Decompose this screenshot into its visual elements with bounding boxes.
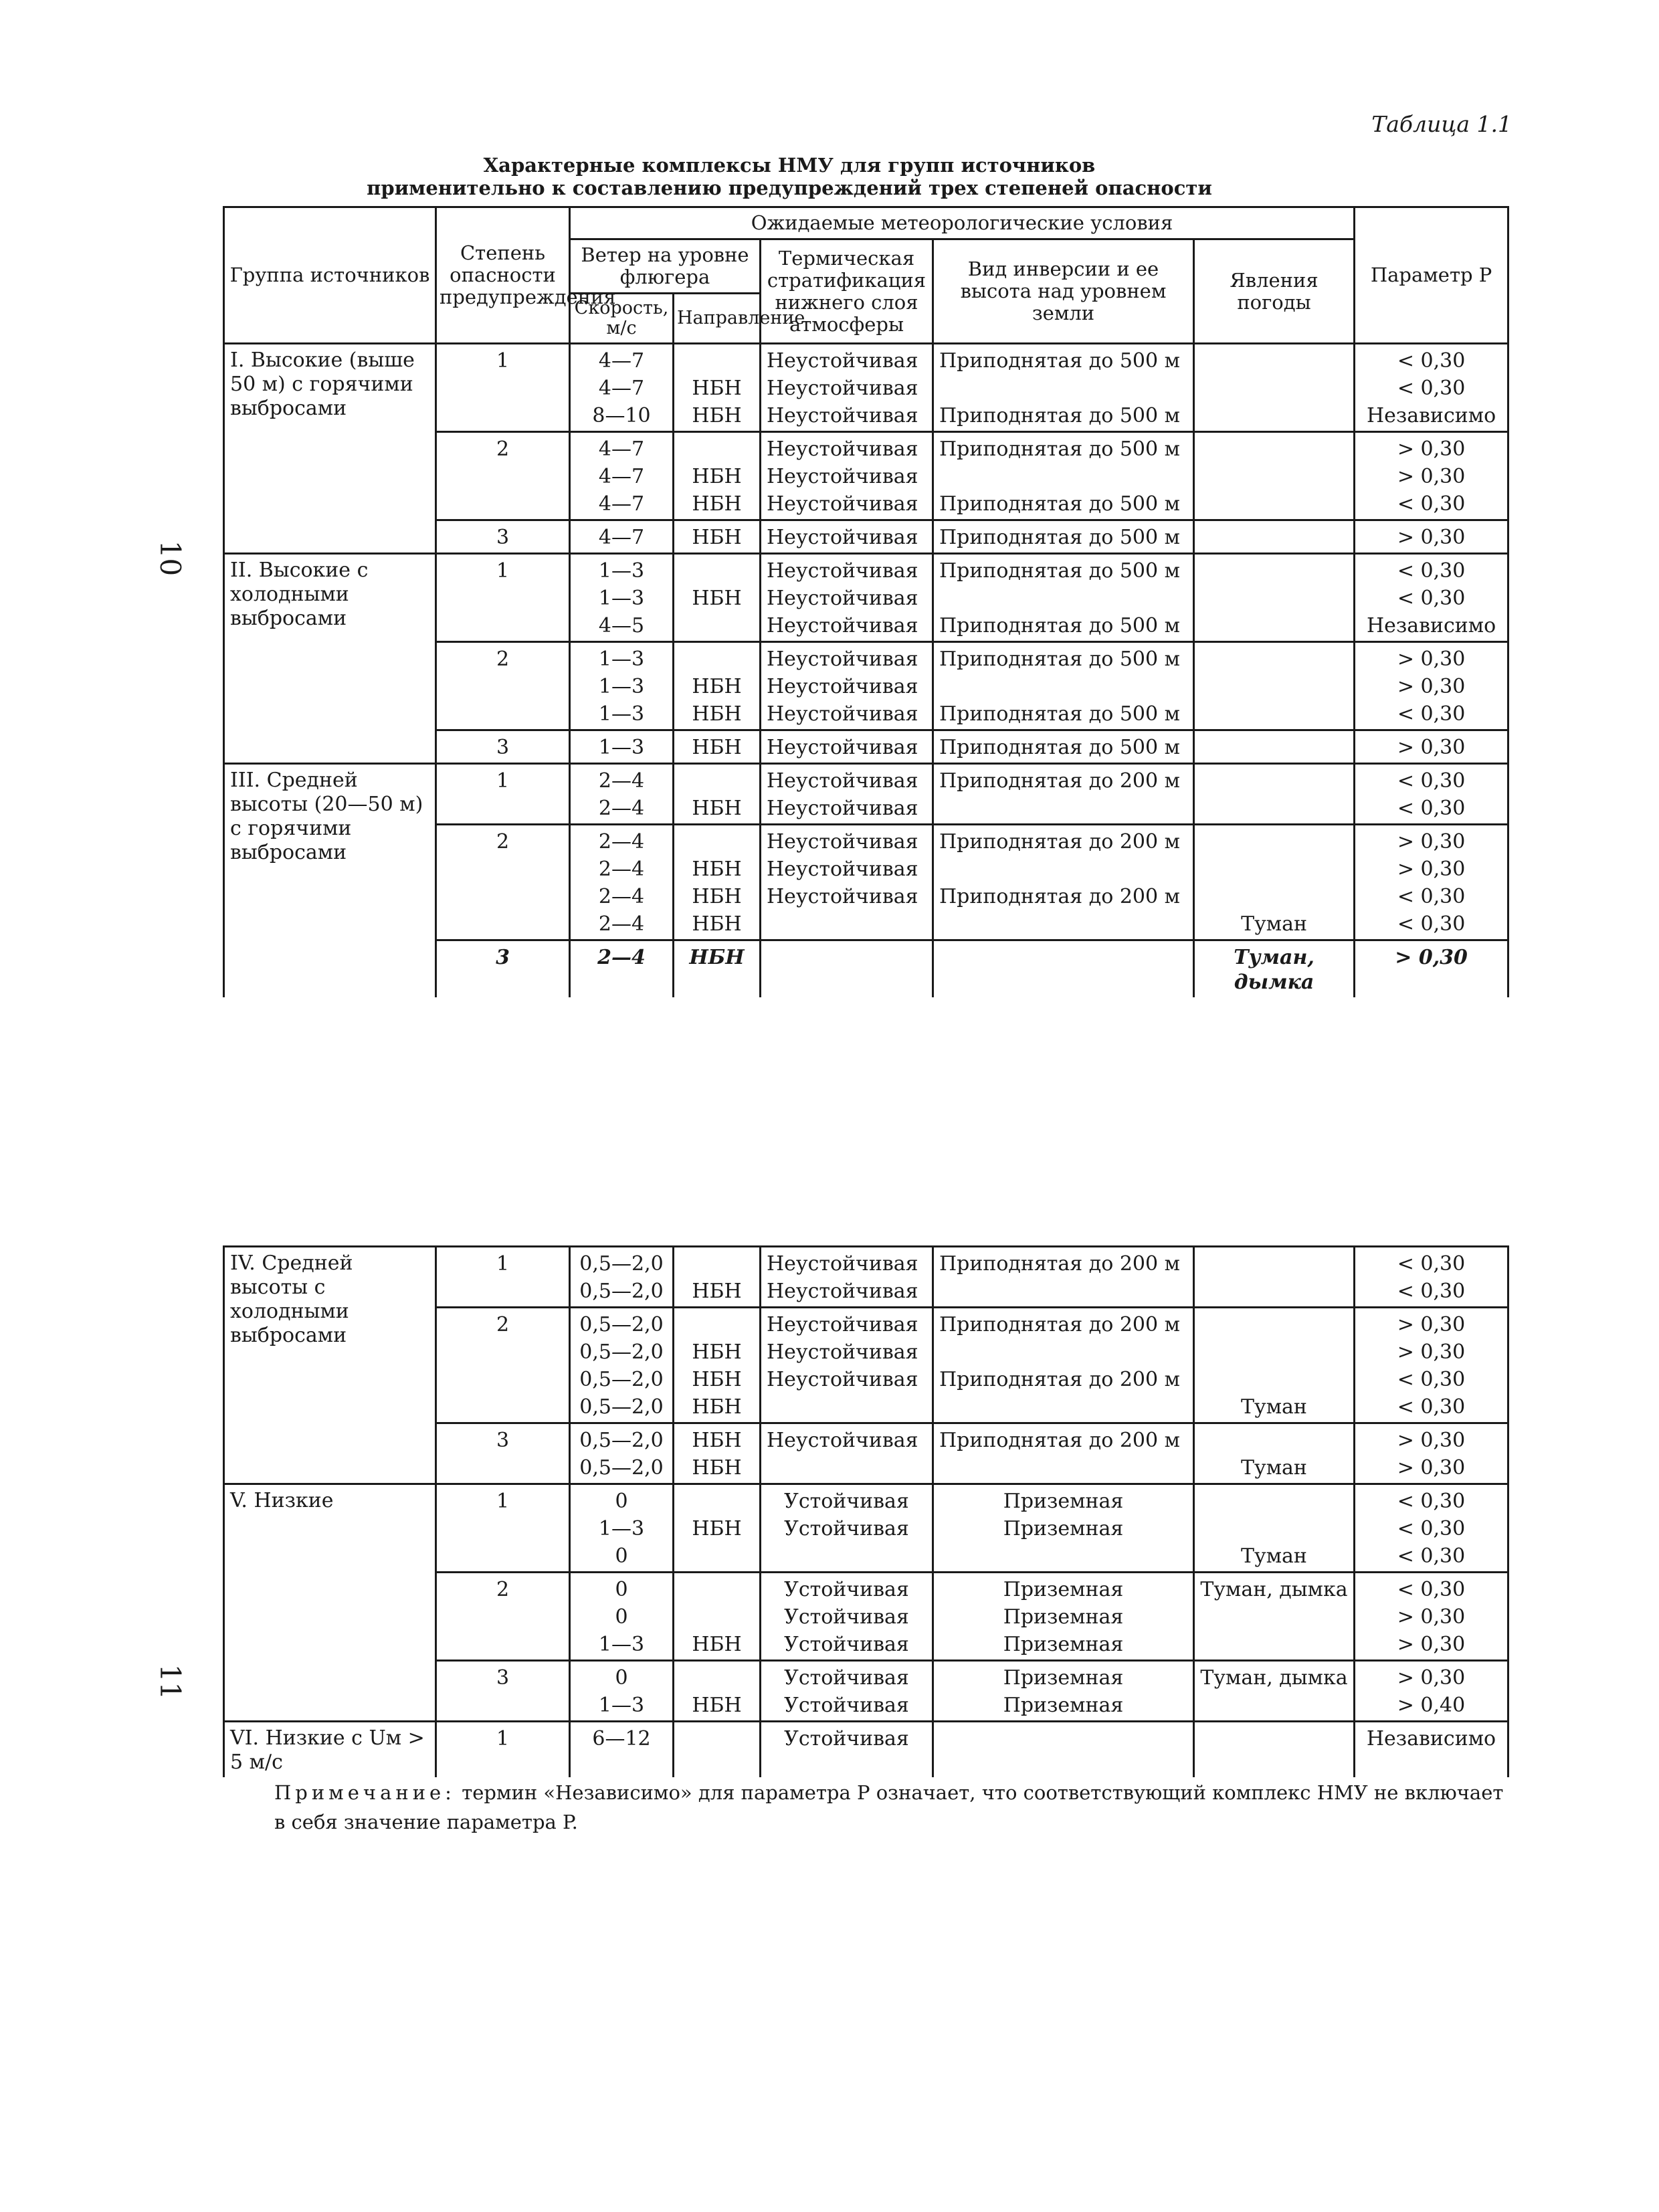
degree-cell: 1 bbox=[436, 1722, 570, 1778]
inversion-cell bbox=[933, 1455, 1194, 1484]
inversion-cell: Приподнятая до 500 м bbox=[933, 432, 1194, 465]
direction-cell bbox=[674, 764, 761, 797]
stratification-cell: Устойчивая bbox=[761, 1573, 933, 1605]
inversion-cell bbox=[933, 1722, 1194, 1778]
weather-cell bbox=[1194, 764, 1355, 797]
stratification-cell: Неустойчивая bbox=[761, 764, 933, 797]
stratification-cell: Неустойчивая bbox=[761, 1423, 933, 1456]
weather-cell bbox=[1194, 613, 1355, 642]
speed-cell: 1—3 bbox=[570, 702, 674, 730]
parameter-p-cell: < 0,30 bbox=[1355, 764, 1508, 797]
parameter-p-cell: < 0,30 bbox=[1355, 1516, 1508, 1544]
stratification-cell: Неустойчивая bbox=[761, 586, 933, 613]
speed-cell: 4—7 bbox=[570, 464, 674, 492]
parameter-p-cell: < 0,30 bbox=[1355, 554, 1508, 587]
inversion-cell bbox=[933, 376, 1194, 403]
parameter-p-cell: > 0,30 bbox=[1355, 464, 1508, 492]
stratification-cell: Устойчивая bbox=[761, 1693, 933, 1722]
header-wind: Ветер на уровне флюгера bbox=[570, 239, 761, 294]
direction-cell: НБН bbox=[674, 702, 761, 730]
inversion-cell: Приподнятая до 500 м bbox=[933, 403, 1194, 432]
parameter-p-cell: < 0,30 bbox=[1355, 912, 1508, 940]
speed-cell: 1—3 bbox=[570, 730, 674, 764]
stratification-cell: Неустойчивая bbox=[761, 825, 933, 858]
direction-cell: НБН bbox=[674, 1367, 761, 1395]
parameter-p-cell: > 0,30 bbox=[1355, 1308, 1508, 1340]
inversion-cell: Приподнятая до 500 м bbox=[933, 730, 1194, 764]
header-degree: Степень опасности предупреждения bbox=[436, 207, 570, 344]
speed-cell: 2—4 bbox=[570, 825, 674, 858]
weather-cell bbox=[1194, 1279, 1355, 1308]
speed-cell: 4—7 bbox=[570, 432, 674, 465]
parameter-p-cell: > 0,30 bbox=[1355, 642, 1508, 675]
weather-cell bbox=[1194, 642, 1355, 675]
stratification-cell: Неустойчивая bbox=[761, 403, 933, 432]
stratification-cell: Неустойчивая bbox=[761, 464, 933, 492]
group-name-cell: I. Высокие (выше 50 м) с горячими выбросами bbox=[224, 344, 436, 554]
degree-cell: 1 bbox=[436, 1247, 570, 1308]
speed-cell: 1—3 bbox=[570, 586, 674, 613]
direction-cell bbox=[674, 1661, 761, 1694]
stratification-cell: Неустойчивая bbox=[761, 702, 933, 730]
direction-cell bbox=[674, 825, 761, 858]
weather-cell bbox=[1194, 464, 1355, 492]
direction-cell: НБН bbox=[674, 674, 761, 702]
weather-cell bbox=[1194, 1247, 1355, 1280]
stratification-cell bbox=[761, 1395, 933, 1423]
inversion-cell bbox=[933, 1340, 1194, 1367]
group-name-cell: IV. Средней высоты с холодными выбросами bbox=[224, 1247, 436, 1484]
direction-cell bbox=[674, 1308, 761, 1340]
header-parameter-p: Параметр P bbox=[1355, 207, 1508, 344]
stratification-cell: Неустойчивая bbox=[761, 674, 933, 702]
weather-cell bbox=[1194, 730, 1355, 764]
inversion-cell: Приподнятая до 200 м bbox=[933, 1247, 1194, 1280]
weather-cell: Туман bbox=[1194, 912, 1355, 940]
inversion-cell bbox=[933, 940, 1194, 998]
speed-cell: 1—3 bbox=[570, 674, 674, 702]
footnote-label: Примечание: bbox=[274, 1781, 456, 1804]
inversion-cell: Приземная bbox=[933, 1484, 1194, 1517]
stratification-cell: Неустойчивая bbox=[761, 613, 933, 642]
inversion-cell bbox=[933, 464, 1194, 492]
weather-cell bbox=[1194, 586, 1355, 613]
direction-cell bbox=[674, 1544, 761, 1573]
stratification-cell: Неустойчивая bbox=[761, 884, 933, 912]
stratification-cell: Неустойчивая bbox=[761, 520, 933, 554]
direction-cell bbox=[674, 1722, 761, 1778]
header-inversion: Вид инверсии и ее высота над уровнем земли bbox=[933, 239, 1194, 344]
direction-cell: НБН bbox=[674, 884, 761, 912]
inversion-cell: Приподнятая до 200 м bbox=[933, 884, 1194, 912]
inversion-cell: Приземная bbox=[933, 1693, 1194, 1722]
inversion-cell: Приподнятая до 200 м bbox=[933, 1308, 1194, 1340]
parameter-p-cell: < 0,30 bbox=[1355, 586, 1508, 613]
parameter-p-cell: < 0,30 bbox=[1355, 344, 1508, 377]
stratification-cell bbox=[761, 1455, 933, 1484]
weather-cell bbox=[1194, 857, 1355, 884]
table-number: Таблица 1.1 bbox=[1371, 111, 1512, 137]
speed-cell: 1—3 bbox=[570, 1516, 674, 1544]
parameter-p-cell: Независимо bbox=[1355, 613, 1508, 642]
weather-cell bbox=[1194, 520, 1355, 554]
stratification-cell: Неустойчивая bbox=[761, 344, 933, 377]
weather-cell: Туман, дымка bbox=[1194, 1661, 1355, 1694]
page-number-left: 10 bbox=[154, 540, 187, 577]
direction-cell bbox=[674, 1484, 761, 1517]
direction-cell bbox=[674, 344, 761, 377]
speed-cell: 4—7 bbox=[570, 492, 674, 520]
speed-cell: 0 bbox=[570, 1484, 674, 1517]
weather-cell bbox=[1194, 344, 1355, 377]
inversion-cell: Приземная bbox=[933, 1632, 1194, 1661]
weather-cell bbox=[1194, 674, 1355, 702]
inversion-cell: Приподнятая до 200 м bbox=[933, 825, 1194, 858]
weather-cell: Туман, дымка bbox=[1194, 1573, 1355, 1605]
weather-cell bbox=[1194, 702, 1355, 730]
inversion-cell bbox=[933, 857, 1194, 884]
speed-cell: 2—4 bbox=[570, 796, 674, 825]
header-thermal-stratification: Термическая стратификация нижнего слоя атмосферы bbox=[761, 239, 933, 344]
parameter-p-cell: < 0,30 bbox=[1355, 1247, 1508, 1280]
parameter-p-cell: > 0,30 bbox=[1355, 940, 1508, 998]
stratification-cell: Неустойчивая bbox=[761, 1279, 933, 1308]
speed-cell: 0,5—2,0 bbox=[570, 1455, 674, 1484]
stratification-cell: Устойчивая bbox=[761, 1484, 933, 1517]
header-group: Группа источников bbox=[224, 207, 436, 344]
table-title bbox=[221, 154, 1358, 199]
speed-cell: 2—4 bbox=[570, 912, 674, 940]
parameter-p-cell: < 0,30 bbox=[1355, 796, 1508, 825]
degree-cell: 2 bbox=[436, 825, 570, 940]
inversion-cell: Приподнятая до 500 м bbox=[933, 702, 1194, 730]
stratification-cell: Неустойчивая bbox=[761, 1247, 933, 1280]
speed-cell: 6—12 bbox=[570, 1722, 674, 1778]
parameter-p-cell: > 0,30 bbox=[1355, 825, 1508, 858]
weather-cell bbox=[1194, 825, 1355, 858]
parameter-p-cell: < 0,30 bbox=[1355, 1484, 1508, 1517]
speed-cell: 2—4 bbox=[570, 764, 674, 797]
speed-cell: 0,5—2,0 bbox=[570, 1308, 674, 1340]
direction-cell bbox=[674, 613, 761, 642]
inversion-cell bbox=[933, 1544, 1194, 1573]
speed-cell: 0,5—2,0 bbox=[570, 1423, 674, 1456]
inversion-cell: Приземная bbox=[933, 1605, 1194, 1632]
weather-cell bbox=[1194, 432, 1355, 465]
direction-cell: НБН bbox=[674, 1693, 761, 1722]
parameter-p-cell: < 0,30 bbox=[1355, 884, 1508, 912]
speed-cell: 1—3 bbox=[570, 1693, 674, 1722]
stratification-cell: Устойчивая bbox=[761, 1661, 933, 1694]
parameter-p-cell: < 0,30 bbox=[1355, 1544, 1508, 1573]
header-expected-conditions: Ожидаемые метеорологические условия bbox=[570, 207, 1355, 239]
degree-cell: 2 bbox=[436, 432, 570, 520]
speed-cell: 4—7 bbox=[570, 344, 674, 377]
direction-cell: НБН bbox=[674, 520, 761, 554]
inversion-cell: Приподнятая до 500 м bbox=[933, 554, 1194, 587]
parameter-p-cell: > 0,30 bbox=[1355, 730, 1508, 764]
stratification-cell bbox=[761, 940, 933, 998]
table-row bbox=[224, 1722, 1508, 1778]
parameter-p-cell: Независимо bbox=[1355, 1722, 1508, 1778]
parameter-p-cell: > 0,30 bbox=[1355, 1423, 1508, 1456]
weather-cell bbox=[1194, 1722, 1355, 1778]
direction-cell: НБН bbox=[674, 857, 761, 884]
inversion-cell: Приподнятая до 500 м bbox=[933, 613, 1194, 642]
speed-cell: 2—4 bbox=[570, 857, 674, 884]
speed-cell: 0,5—2,0 bbox=[570, 1340, 674, 1367]
parameter-p-cell: Независимо bbox=[1355, 403, 1508, 432]
weather-cell bbox=[1194, 1484, 1355, 1517]
table-body-part-1 bbox=[224, 344, 1508, 998]
inversion-cell: Приподнятая до 500 м bbox=[933, 492, 1194, 520]
weather-cell bbox=[1194, 376, 1355, 403]
degree-cell: 3 bbox=[436, 1661, 570, 1722]
header-weather: Явления погоды bbox=[1194, 239, 1355, 344]
degree-cell: 3 bbox=[436, 1423, 570, 1484]
inversion-cell: Приподнятая до 200 м bbox=[933, 1423, 1194, 1456]
inversion-cell bbox=[933, 586, 1194, 613]
direction-cell: НБН bbox=[674, 403, 761, 432]
degree-cell: 2 bbox=[436, 642, 570, 730]
weather-cell bbox=[1194, 1605, 1355, 1632]
stratification-cell: Неустойчивая bbox=[761, 642, 933, 675]
speed-cell: 0,5—2,0 bbox=[570, 1395, 674, 1423]
nmu-table-part-2 bbox=[223, 1245, 1509, 1777]
table-row bbox=[224, 764, 1508, 797]
parameter-p-cell: < 0,30 bbox=[1355, 376, 1508, 403]
parameter-p-cell: < 0,30 bbox=[1355, 1395, 1508, 1423]
stratification-cell: Устойчивая bbox=[761, 1632, 933, 1661]
direction-cell bbox=[674, 1573, 761, 1605]
title-line-2: применительно к составлению предупреждений трех степеней опасности bbox=[367, 177, 1212, 199]
parameter-p-cell: > 0,30 bbox=[1355, 1455, 1508, 1484]
inversion-cell bbox=[933, 1279, 1194, 1308]
speed-cell: 4—7 bbox=[570, 520, 674, 554]
direction-cell: НБН bbox=[674, 940, 761, 998]
footnote-text: термин «Независимо» для параметра P означает, что соответствующий комплекс НМУ не включает в себя значение параметра P. bbox=[274, 1781, 1504, 1833]
parameter-p-cell: > 0,30 bbox=[1355, 857, 1508, 884]
inversion-cell: Приземная bbox=[933, 1516, 1194, 1544]
direction-cell: НБН bbox=[674, 376, 761, 403]
direction-cell: НБН bbox=[674, 492, 761, 520]
direction-cell: НБН bbox=[674, 1340, 761, 1367]
weather-cell bbox=[1194, 1308, 1355, 1340]
direction-cell: НБН bbox=[674, 586, 761, 613]
stratification-cell: Неустойчивая bbox=[761, 1308, 933, 1340]
direction-cell bbox=[674, 642, 761, 675]
weather-cell bbox=[1194, 1632, 1355, 1661]
degree-cell: 1 bbox=[436, 554, 570, 642]
inversion-cell bbox=[933, 1395, 1194, 1423]
stratification-cell: Устойчивая bbox=[761, 1722, 933, 1778]
table-row bbox=[224, 1484, 1508, 1517]
weather-cell bbox=[1194, 796, 1355, 825]
group-name-cell: VI. Низкие с Uм > 5 м/с bbox=[224, 1722, 436, 1778]
stratification-cell: Неустойчивая bbox=[761, 432, 933, 465]
weather-cell bbox=[1194, 884, 1355, 912]
parameter-p-cell: > 0,30 bbox=[1355, 1340, 1508, 1367]
stratification-cell bbox=[761, 1544, 933, 1573]
parameter-p-cell: < 0,30 bbox=[1355, 492, 1508, 520]
header-speed: Скорость, м/с bbox=[570, 294, 674, 344]
direction-cell: НБН bbox=[674, 1395, 761, 1423]
stratification-cell: Неустойчивая bbox=[761, 857, 933, 884]
parameter-p-cell: < 0,30 bbox=[1355, 702, 1508, 730]
weather-cell: Туман bbox=[1194, 1455, 1355, 1484]
speed-cell: 4—5 bbox=[570, 613, 674, 642]
speed-cell: 1—3 bbox=[570, 642, 674, 675]
stratification-cell: Устойчивая bbox=[761, 1605, 933, 1632]
speed-cell: 0 bbox=[570, 1605, 674, 1632]
degree-cell: 3 bbox=[436, 940, 570, 998]
parameter-p-cell: > 0,30 bbox=[1355, 432, 1508, 465]
parameter-p-cell: < 0,30 bbox=[1355, 1367, 1508, 1395]
inversion-cell bbox=[933, 912, 1194, 940]
table-row bbox=[224, 554, 1508, 587]
speed-cell: 0,5—2,0 bbox=[570, 1247, 674, 1280]
direction-cell: НБН bbox=[674, 730, 761, 764]
footnote bbox=[274, 1778, 1505, 1837]
weather-cell: Туман, дымка bbox=[1194, 940, 1355, 998]
parameter-p-cell: > 0,40 bbox=[1355, 1693, 1508, 1722]
speed-cell: 1—3 bbox=[570, 554, 674, 587]
weather-cell bbox=[1194, 554, 1355, 587]
direction-cell bbox=[674, 1605, 761, 1632]
speed-cell: 0 bbox=[570, 1544, 674, 1573]
group-name-cell: II. Высокие с холодными выбросами bbox=[224, 554, 436, 764]
inversion-cell: Приподнятая до 200 м bbox=[933, 764, 1194, 797]
direction-cell: НБН bbox=[674, 796, 761, 825]
degree-cell: 3 bbox=[436, 730, 570, 764]
speed-cell: 8—10 bbox=[570, 403, 674, 432]
weather-cell bbox=[1194, 1693, 1355, 1722]
direction-cell bbox=[674, 554, 761, 587]
inversion-cell: Приподнятая до 500 м bbox=[933, 520, 1194, 554]
table-row bbox=[224, 344, 1508, 377]
direction-cell bbox=[674, 1247, 761, 1280]
page-number-right: 11 bbox=[154, 1664, 187, 1700]
inversion-cell: Приподнятая до 200 м bbox=[933, 1367, 1194, 1395]
direction-cell: НБН bbox=[674, 1455, 761, 1484]
stratification-cell: Неустойчивая bbox=[761, 492, 933, 520]
inversion-cell bbox=[933, 674, 1194, 702]
weather-cell: Туман bbox=[1194, 1544, 1355, 1573]
stratification-cell: Неустойчивая bbox=[761, 1367, 933, 1395]
direction-cell bbox=[674, 432, 761, 465]
direction-cell: НБН bbox=[674, 1516, 761, 1544]
group-name-cell: III. Средней высоты (20—50 м) с горячими выбросами bbox=[224, 764, 436, 998]
title-line-1: Характерные комплексы НМУ для групп источников bbox=[483, 154, 1096, 177]
header-direction: Направление bbox=[674, 294, 761, 344]
weather-cell: Туман bbox=[1194, 1395, 1355, 1423]
parameter-p-cell: > 0,30 bbox=[1355, 1605, 1508, 1632]
speed-cell: 0,5—2,0 bbox=[570, 1367, 674, 1395]
direction-cell: НБН bbox=[674, 464, 761, 492]
degree-cell: 1 bbox=[436, 764, 570, 825]
speed-cell: 0 bbox=[570, 1661, 674, 1694]
weather-cell bbox=[1194, 1423, 1355, 1456]
weather-cell bbox=[1194, 492, 1355, 520]
speed-cell: 0 bbox=[570, 1573, 674, 1605]
parameter-p-cell: > 0,30 bbox=[1355, 520, 1508, 554]
stratification-cell: Неустойчивая bbox=[761, 554, 933, 587]
inversion-cell: Приземная bbox=[933, 1661, 1194, 1694]
direction-cell: НБН bbox=[674, 912, 761, 940]
degree-cell: 3 bbox=[436, 520, 570, 554]
weather-cell bbox=[1194, 1340, 1355, 1367]
inversion-cell: Приподнятая до 500 м bbox=[933, 344, 1194, 377]
speed-cell: 2—4 bbox=[570, 940, 674, 998]
parameter-p-cell: < 0,30 bbox=[1355, 1573, 1508, 1605]
parameter-p-cell: > 0,30 bbox=[1355, 1632, 1508, 1661]
degree-cell: 2 bbox=[436, 1308, 570, 1423]
inversion-cell: Приземная bbox=[933, 1573, 1194, 1605]
parameter-p-cell: > 0,30 bbox=[1355, 1661, 1508, 1694]
inversion-cell: Приподнятая до 500 м bbox=[933, 642, 1194, 675]
speed-cell: 0,5—2,0 bbox=[570, 1279, 674, 1308]
speed-cell: 4—7 bbox=[570, 376, 674, 403]
stratification-cell: Устойчивая bbox=[761, 1516, 933, 1544]
degree-cell: 1 bbox=[436, 344, 570, 432]
speed-cell: 1—3 bbox=[570, 1632, 674, 1661]
parameter-p-cell: > 0,30 bbox=[1355, 674, 1508, 702]
stratification-cell: Неустойчивая bbox=[761, 796, 933, 825]
direction-cell: НБН bbox=[674, 1279, 761, 1308]
direction-cell: НБН bbox=[674, 1423, 761, 1456]
stratification-cell bbox=[761, 912, 933, 940]
stratification-cell: Неустойчивая bbox=[761, 730, 933, 764]
direction-cell: НБН bbox=[674, 1632, 761, 1661]
weather-cell bbox=[1194, 1516, 1355, 1544]
degree-cell: 2 bbox=[436, 1573, 570, 1661]
table-row bbox=[224, 1247, 1508, 1280]
stratification-cell: Неустойчивая bbox=[761, 376, 933, 403]
group-name-cell: V. Низкие bbox=[224, 1484, 436, 1722]
speed-cell: 2—4 bbox=[570, 884, 674, 912]
table-body-part-2 bbox=[224, 1247, 1508, 1778]
weather-cell bbox=[1194, 1367, 1355, 1395]
stratification-cell: Неустойчивая bbox=[761, 1340, 933, 1367]
inversion-cell bbox=[933, 796, 1194, 825]
parameter-p-cell: < 0,30 bbox=[1355, 1279, 1508, 1308]
weather-cell bbox=[1194, 403, 1355, 432]
degree-cell: 1 bbox=[436, 1484, 570, 1573]
nmu-table-part-1 bbox=[223, 206, 1509, 997]
